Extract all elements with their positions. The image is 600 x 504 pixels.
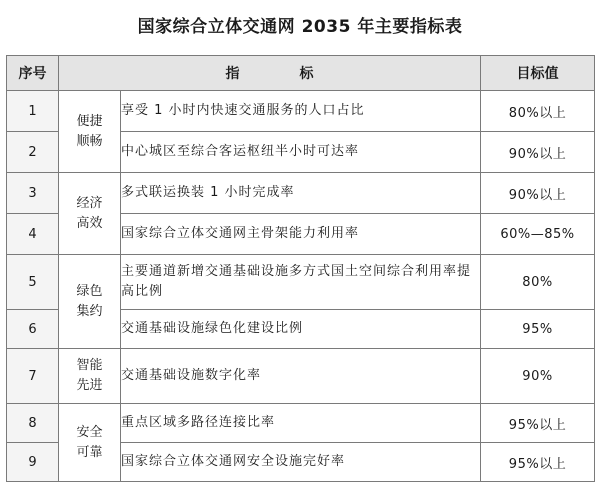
table-row <box>7 255 595 310</box>
category-label: 便捷 <box>76 113 103 129</box>
indicator-cell: 多式联运换装 1 小时完成率 <box>121 173 481 214</box>
row-number: 9 <box>7 443 59 482</box>
indicator-cell: 交通基础设施数字化率 <box>121 349 481 404</box>
row-number: 8 <box>7 404 59 443</box>
indicator-cell: 中心城区至综合客运枢纽半小时可达率 <box>121 132 481 173</box>
category-label: 安全 <box>76 424 103 440</box>
table-header-row <box>7 56 595 91</box>
target-cell: 90% <box>481 349 595 404</box>
category-cell <box>59 173 121 255</box>
indicator-cell: 主要通道新增交通基础设施多方式国土空间综合利用率提高比例 <box>121 255 481 310</box>
category-cell <box>59 404 121 482</box>
indicator-cell: 重点区域多路径连接比率 <box>121 404 481 443</box>
indicator-cell: 享受 1 小时内快速交通服务的人口占比 <box>121 91 481 132</box>
table-row <box>7 349 595 404</box>
row-number: 2 <box>7 132 59 173</box>
target-cell: 95%以上 <box>481 404 595 443</box>
category-label: 经济 <box>76 195 103 211</box>
category-label: 绿色 <box>76 283 103 299</box>
row-number: 1 <box>7 91 59 132</box>
category-label: 可靠 <box>76 444 103 460</box>
row-number: 6 <box>7 310 59 349</box>
category-cell <box>59 91 121 173</box>
target-cell: 60%—85% <box>481 214 595 255</box>
target-cell: 95% <box>481 310 595 349</box>
category-cell <box>59 349 121 404</box>
category-label: 顺畅 <box>76 133 103 149</box>
indicator-cell: 交通基础设施绿色化建设比例 <box>121 310 481 349</box>
indicator-cell: 国家综合立体交通网主骨架能力利用率 <box>121 214 481 255</box>
target-cell: 90%以上 <box>481 132 595 173</box>
target-cell: 80%以上 <box>481 91 595 132</box>
category-label: 先进 <box>76 378 103 393</box>
table-title: 国家综合立体交通网 2035 年主要指标表 <box>137 17 463 37</box>
table-row <box>7 173 595 214</box>
indicator-cell: 国家综合立体交通网安全设施完好率 <box>121 443 481 482</box>
target-cell: 90%以上 <box>481 173 595 214</box>
table-row <box>7 91 595 132</box>
target-cell: 80% <box>481 255 595 310</box>
row-number: 7 <box>7 349 59 404</box>
header-number: 序号 <box>7 56 59 91</box>
category-label: 智能 <box>76 358 103 373</box>
target-cell: 95%以上 <box>481 443 595 482</box>
category-cell <box>59 255 121 349</box>
category-label: 集约 <box>76 303 103 319</box>
row-number: 5 <box>7 255 59 310</box>
row-number: 3 <box>7 173 59 214</box>
header-indicator: 指标 <box>59 56 481 91</box>
table-row <box>7 404 595 443</box>
category-label: 高效 <box>76 215 103 231</box>
indicator-table <box>6 55 595 482</box>
header-target: 目标值 <box>481 56 595 91</box>
row-number: 4 <box>7 214 59 255</box>
